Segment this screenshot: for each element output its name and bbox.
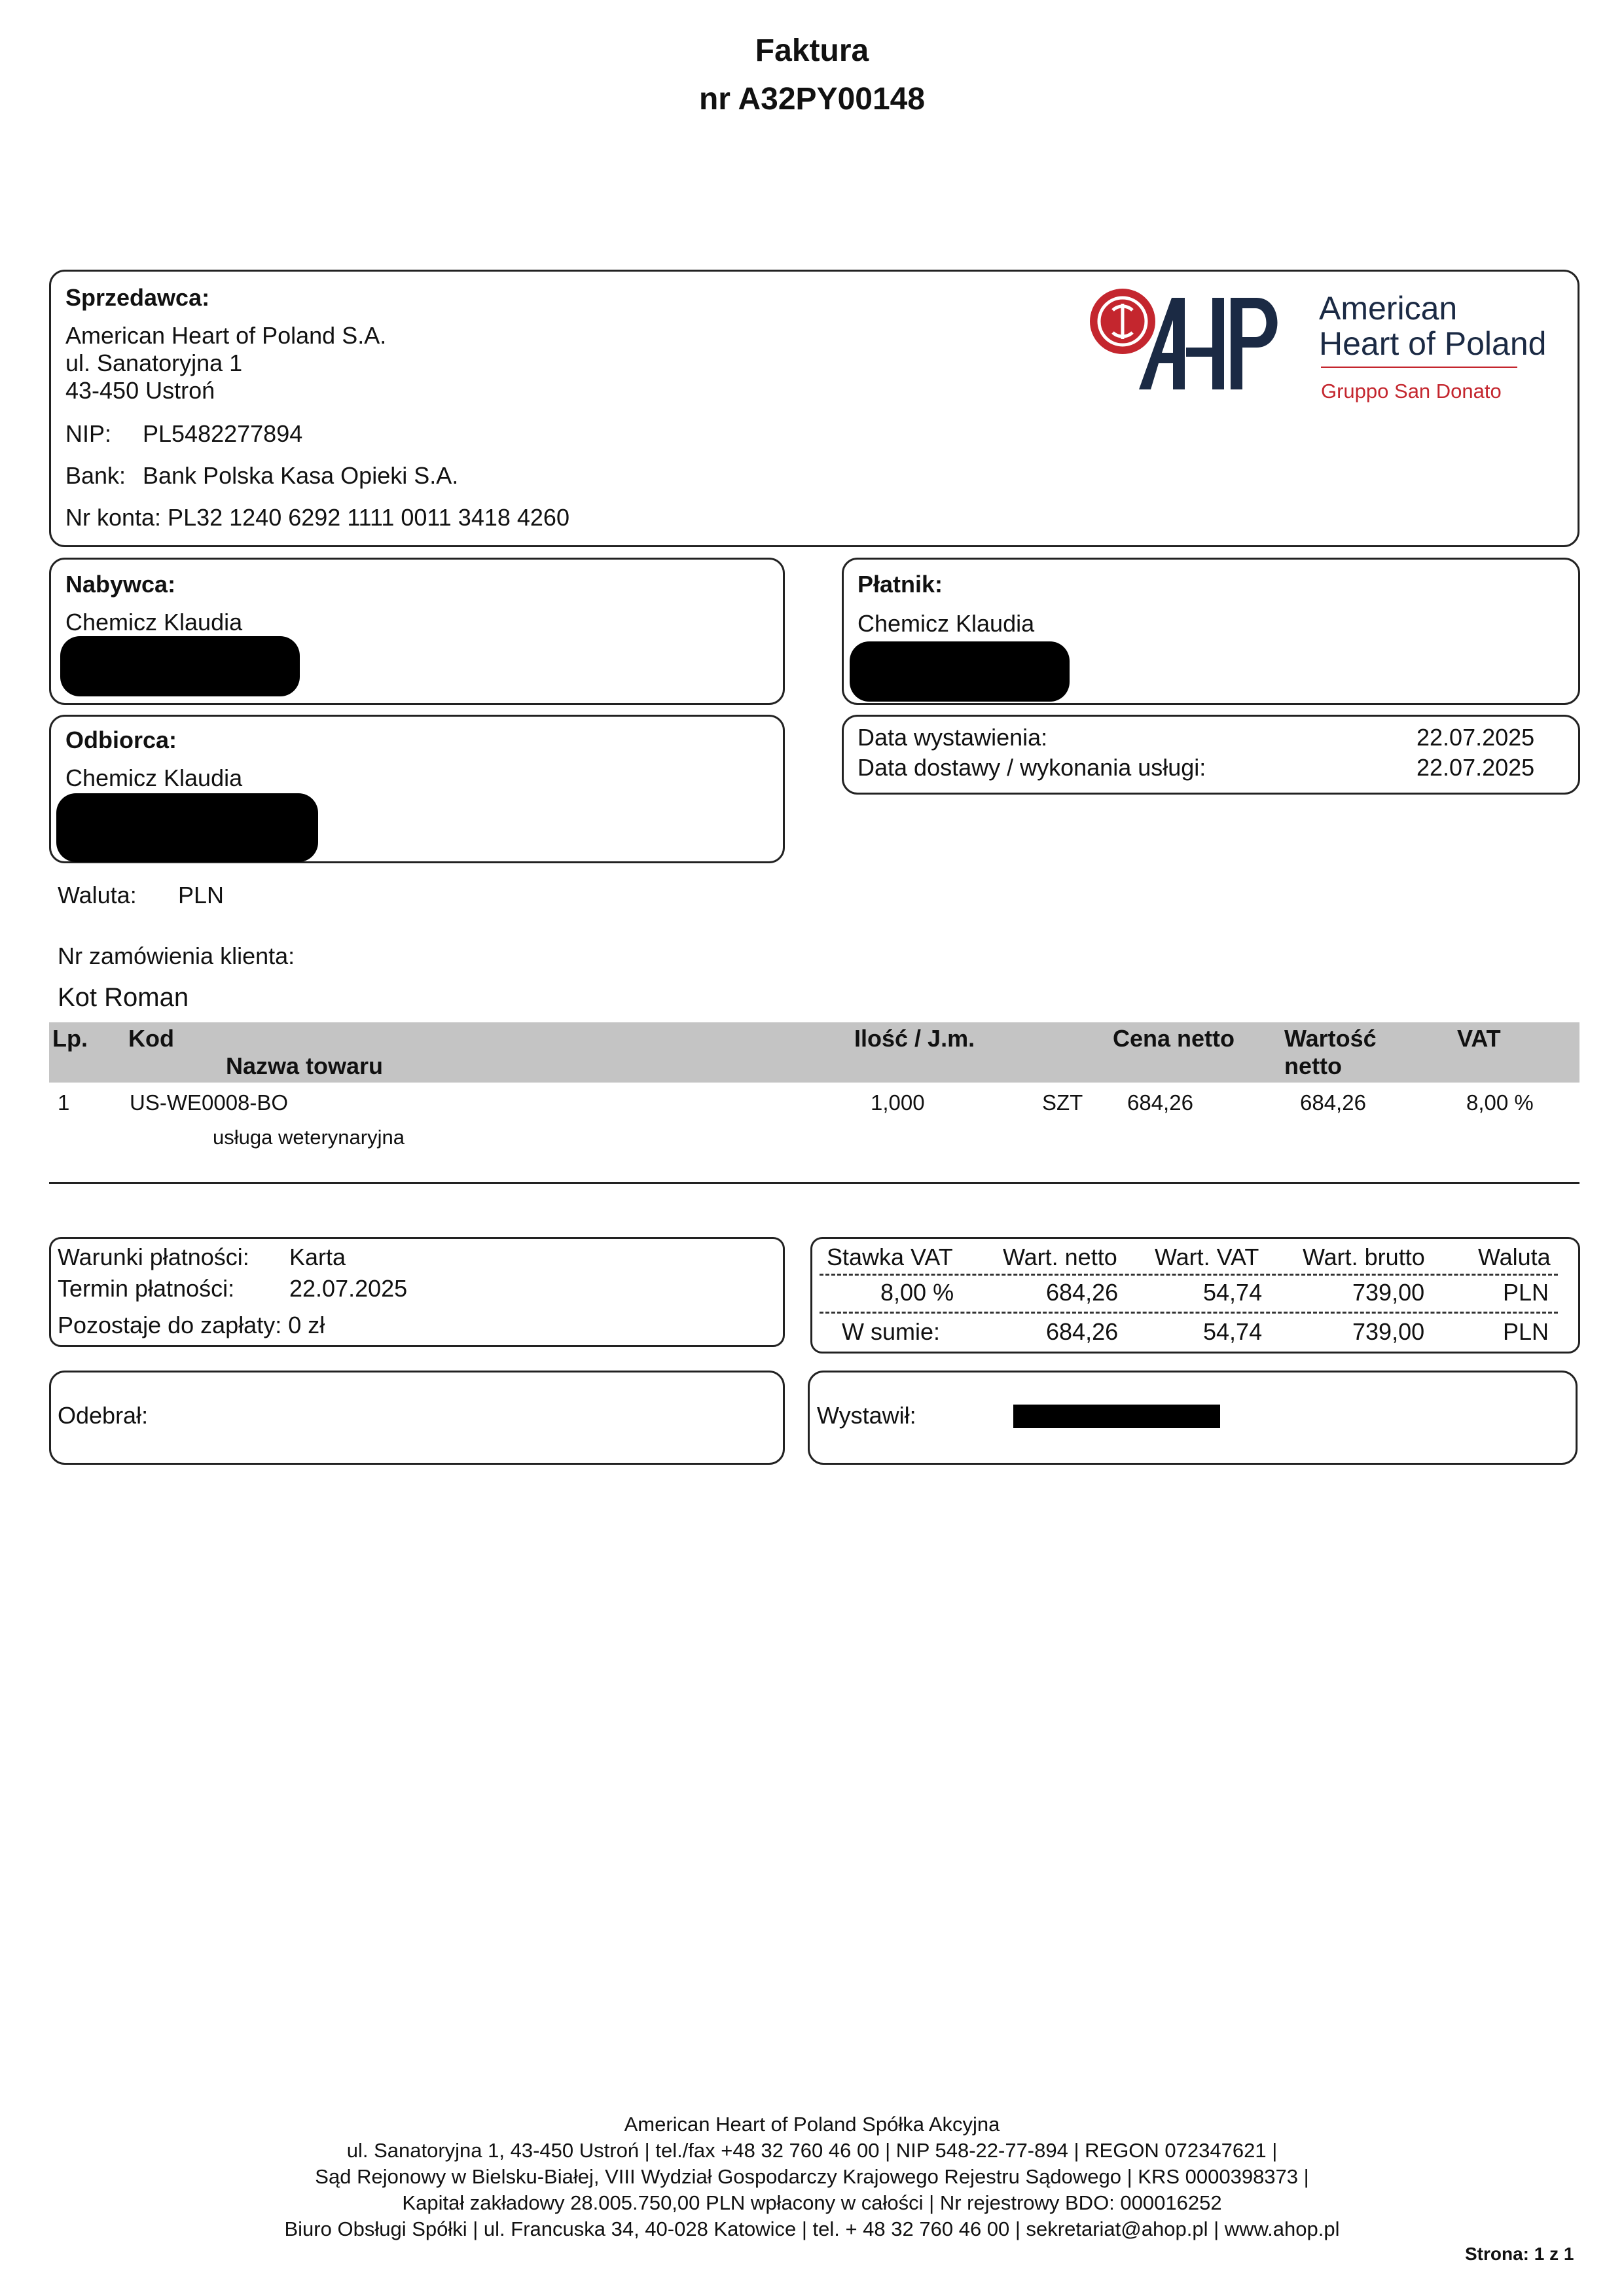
sum-row-rate: 8,00 % [880, 1279, 954, 1306]
seller-street: ul. Sanatoryjna 1 [65, 350, 243, 376]
row-name: usługa weterynaryjna [213, 1126, 405, 1149]
footer-court: Sąd Rejonowy w Bielsku-Białej, VIII Wydział Gospodarczy Krajowego Rejestru Sądowego | KRS 0000398373 | [315, 2165, 1309, 2188]
delivery-date: 22.07.2025 [1416, 754, 1535, 781]
ahp-mark-icon [1132, 285, 1296, 396]
sum-total-label: W sumie: [842, 1318, 941, 1345]
seller-nip: PL5482277894 [143, 420, 303, 447]
currency-value: PLN [178, 882, 225, 908]
sum-header-net: Wart. netto [1003, 1244, 1117, 1270]
page-number: Strona: 1 z 1 [1465, 2244, 1574, 2264]
company-logo [1087, 281, 1564, 406]
footer-address: ul. Sanatoryjna 1, 43-450 Ustroń | tel./fax +48 32 760 46 00 | NIP 548-22-77-894 | REGON 072347621 | [346, 2139, 1278, 2162]
sum-header-gross: Wart. brutto [1303, 1244, 1425, 1270]
invoice-number: nr A32PY00148 [698, 82, 926, 117]
sum-total-net: 684,26 [1046, 1318, 1119, 1345]
col-vat: VAT [1457, 1025, 1501, 1052]
col-value-line2: netto [1284, 1052, 1342, 1079]
buyer-heading: Nabywca: [65, 571, 176, 598]
logo-divider [1321, 367, 1517, 368]
recipient-heading: Odbiorca: [65, 726, 177, 753]
seller-name: American Heart of Poland S.A. [65, 322, 387, 349]
redaction-mark [1013, 1405, 1220, 1428]
order-value: Kot Roman [58, 983, 189, 1012]
seller-bank: Bank Polska Kasa Opieki S.A. [143, 462, 459, 489]
delivery-date-label: Data dostawy / wykonania usługi: [857, 754, 1206, 781]
dashed-rule [820, 1312, 1558, 1314]
footer-capital: Kapitał zakładowy 28.005.750,00 PLN wpłacony w całości | Nr rejestrowy BDO: 000016252 [402, 2191, 1222, 2214]
col-value: Wartość [1284, 1025, 1377, 1052]
col-lp: Lp. [52, 1025, 88, 1052]
col-qty: Ilość / J.m. [854, 1025, 975, 1052]
sum-row-vat: 54,74 [1203, 1279, 1263, 1306]
sum-header-vat: Wart. VAT [1155, 1244, 1259, 1270]
col-price: Cena netto [1113, 1025, 1235, 1052]
dashed-rule [820, 1274, 1558, 1276]
issue-date-label: Data wystawienia: [857, 724, 1048, 751]
received-label: Odebrał: [58, 1402, 149, 1429]
payment-terms: Karta [289, 1244, 346, 1270]
seller-nip-label: NIP: [65, 420, 112, 447]
footer-office: Biuro Obsługi Spółki | ul. Francuska 34, 40-028 Katowice | tel. + 48 32 760 46 00 | sekretariat@ahop.pl | www.ahop.pl [284, 2217, 1340, 2240]
row-value: 684,26 [1300, 1090, 1366, 1115]
redaction-mark [56, 793, 318, 862]
payment-due: 22.07.2025 [289, 1275, 408, 1302]
payment-remaining: Pozostaje do zapłaty: 0 zł [58, 1312, 325, 1338]
row-qty: 1,000 [871, 1090, 925, 1115]
logo-text-heart: Heart of Poland [1319, 325, 1547, 362]
invoice-title: Faktura [755, 33, 869, 68]
sum-total-gross: 739,00 [1352, 1318, 1425, 1345]
logo-tagline: Gruppo San Donato [1321, 380, 1502, 403]
sum-total-currency: PLN [1503, 1318, 1549, 1345]
seller-bank-label: Bank: [65, 462, 126, 489]
row-lp: 1 [58, 1090, 70, 1115]
sum-total-vat: 54,74 [1203, 1318, 1263, 1345]
sum-row-gross: 739,00 [1352, 1279, 1425, 1306]
payment-terms-label: Warunki płatności: [58, 1244, 249, 1270]
sum-header-currency: Waluta [1478, 1244, 1551, 1270]
row-vat: 8,00 % [1466, 1090, 1534, 1115]
redaction-mark [60, 636, 300, 696]
order-label: Nr zamówienia klienta: [58, 942, 295, 969]
buyer-name: Chemicz Klaudia [65, 609, 243, 636]
seller-heading: Sprzedawca: [65, 284, 210, 311]
logo-text-american: American [1319, 290, 1458, 327]
currency-label: Waluta: [58, 882, 137, 908]
payer-heading: Płatnik: [857, 571, 943, 598]
issued-label: Wystawił: [817, 1402, 916, 1429]
col-name: Nazwa towaru [226, 1052, 384, 1079]
payment-due-label: Termin płatności: [58, 1275, 235, 1302]
table-bottom-rule [49, 1182, 1579, 1184]
col-code: Kod [128, 1025, 174, 1052]
received-box [49, 1371, 785, 1465]
payer-name: Chemicz Klaudia [857, 610, 1035, 637]
seller-account: Nr konta: PL32 1240 6292 1111 0011 3418 4260 [65, 504, 569, 531]
sum-header-rate: Stawka VAT [827, 1244, 953, 1270]
recipient-name: Chemicz Klaudia [65, 764, 243, 791]
sum-row-net: 684,26 [1046, 1279, 1119, 1306]
row-unit: SZT [1042, 1090, 1083, 1115]
redaction-mark [850, 641, 1070, 702]
row-code: US-WE0008-BO [130, 1090, 289, 1115]
seller-city: 43-450 Ustroń [65, 377, 215, 404]
issue-date: 22.07.2025 [1416, 724, 1535, 751]
sum-row-currency: PLN [1503, 1279, 1549, 1306]
footer-company: American Heart of Poland Spółka Akcyjna [624, 2113, 1000, 2136]
row-price: 684,26 [1127, 1090, 1193, 1115]
